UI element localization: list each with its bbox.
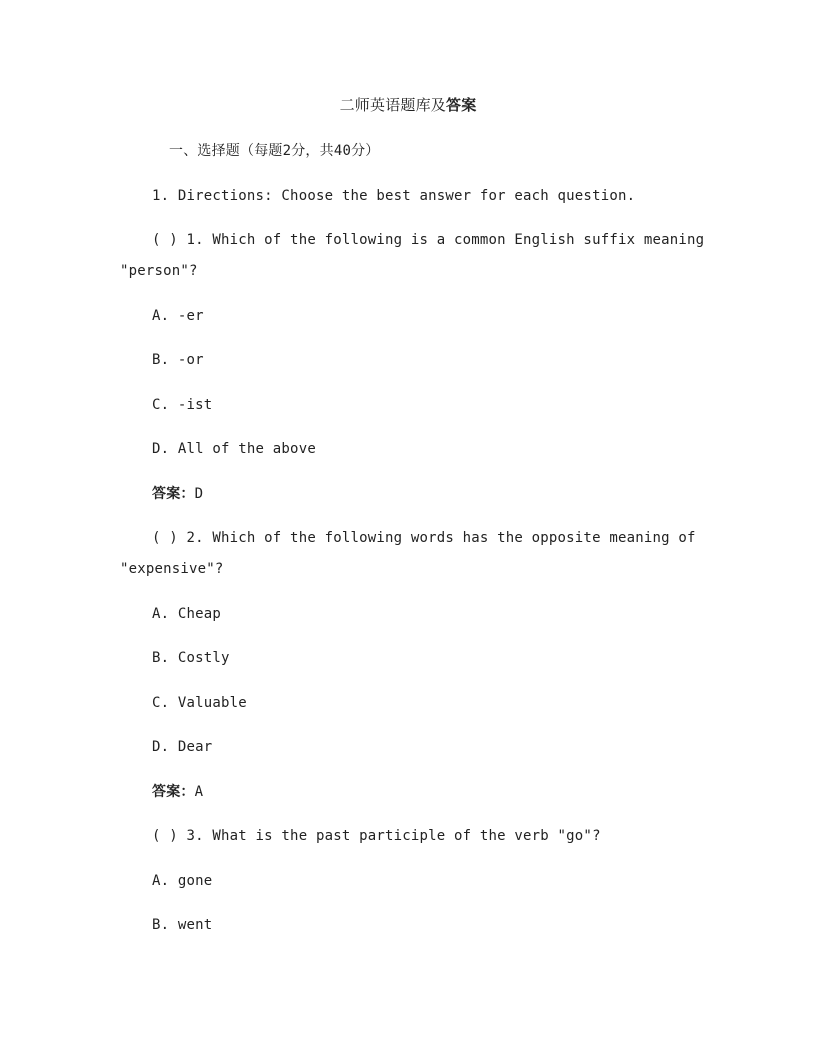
directions: 1. Directions: Choose the best answer for each question. <box>152 188 636 204</box>
question-1-stem-line2: "person"? <box>120 263 198 279</box>
answer-value: A <box>194 784 204 800</box>
question-2-option-a: A. Cheap <box>152 606 222 622</box>
section-heading: 一、选择题（每题2分，共40分） <box>169 143 380 159</box>
title-main: 二师英语题库及 <box>339 96 446 114</box>
question-3-option-b: B. went <box>152 917 213 933</box>
answer-value: D <box>194 486 204 502</box>
question-1-stem-line1: ( ) 1. Which of the following is a common English suffix meaning <box>152 232 705 248</box>
question-2-answer <box>152 783 203 801</box>
page-title <box>0 96 816 114</box>
question-1-option-a: A. -er <box>152 308 204 324</box>
question-2-option-c: C. Valuable <box>152 695 247 711</box>
question-1-option-c: C. -ist <box>152 397 213 413</box>
question-2-option-b: B. Costly <box>152 650 230 666</box>
question-3-stem-line1: ( ) 3. What is the past participle of the verb "go"? <box>152 828 601 844</box>
answer-label: 答案： <box>152 784 195 800</box>
question-1-answer <box>152 485 203 503</box>
question-1-option-b: B. -or <box>152 352 204 368</box>
question-2-option-d: D. Dear <box>152 739 213 755</box>
question-2-stem-line1: ( ) 2. Which of the following words has the opposite meaning of <box>152 530 696 546</box>
question-3-option-a: A. gone <box>152 873 213 889</box>
title-bold: 答案 <box>446 96 477 114</box>
question-1-option-d: D. All of the above <box>152 441 316 457</box>
answer-label: 答案： <box>152 486 195 502</box>
question-2-stem-line2: "expensive"? <box>120 561 224 577</box>
